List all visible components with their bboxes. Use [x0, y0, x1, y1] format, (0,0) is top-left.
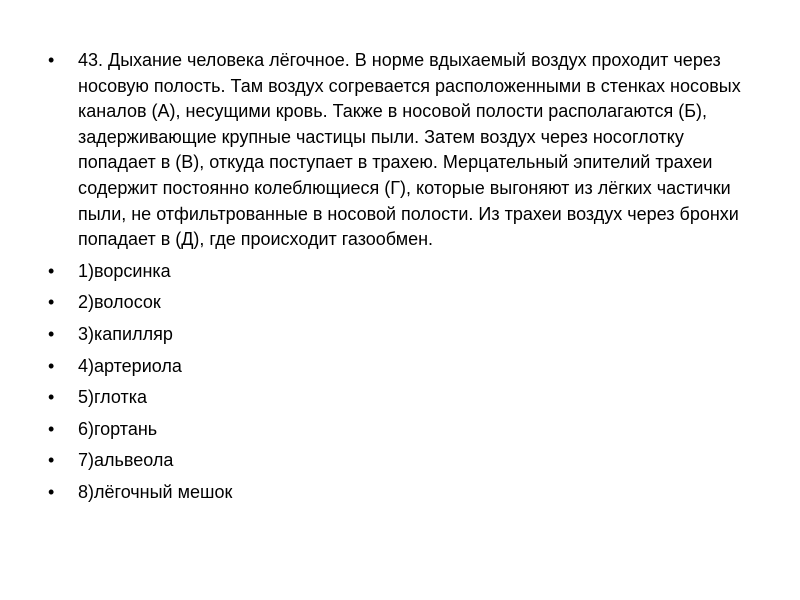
option-item [48, 259, 760, 285]
bullet-icon: • [48, 481, 55, 502]
option-text: 2)волосок [78, 292, 161, 313]
bullet-icon: • [48, 418, 55, 439]
question-text: 43. Дыхание человека лёгочное. В норме вдыхаемый воздух проходит через носовую полость. Там воздух согревается расположенными в стенках носовых каналов (А), несущими кровь. Также в носовой полости располагаются (Б), задерживающие крупные частицы пыли. Затем воздух через носоглотку попадает в (В), откуда поступает в трахею. Мерцательный эпителий трахеи содержит постоянно колеблющиеся (Г), которые выгоняют из лёгких частички пыли, не отфильтрованные в носовой полости. Из трахеи воздух через бронхи попадает в (Д), где происходит газообмен. [78, 50, 741, 250]
option-item [48, 354, 760, 380]
bullet-icon: • [48, 292, 55, 313]
option-text: 6)гортань [78, 418, 158, 439]
bullet-icon: • [48, 355, 55, 376]
option-text: 4)артериола [78, 355, 182, 376]
option-text: 1)ворсинка [78, 260, 171, 281]
bullet-icon: • [48, 260, 55, 281]
question-item [48, 48, 760, 253]
bullet-icon: • [48, 387, 55, 408]
bullet-icon: • [48, 50, 55, 70]
option-item [48, 322, 760, 348]
bullet-list [48, 48, 760, 512]
option-text: 3)капилляр [78, 323, 173, 344]
option-item [48, 290, 760, 316]
option-item [48, 385, 760, 411]
bullet-icon: • [48, 450, 55, 471]
option-item [48, 417, 760, 443]
bullet-icon: • [48, 323, 55, 344]
option-text: 5)глотка [78, 387, 148, 408]
option-text: 7)альвеола [78, 450, 174, 471]
option-text: 8)лёгочный мешок [78, 481, 233, 502]
option-item [48, 480, 760, 506]
option-item [48, 448, 760, 474]
